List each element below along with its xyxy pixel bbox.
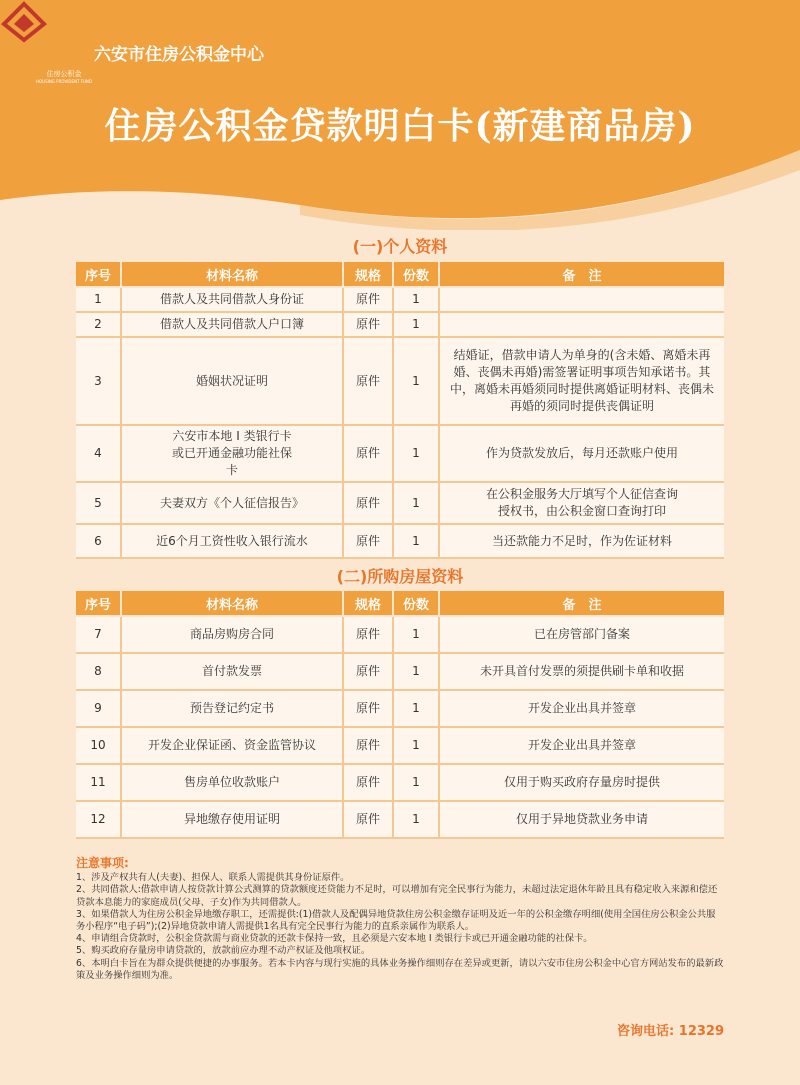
row-no: 11 xyxy=(76,765,122,802)
table-row xyxy=(76,765,724,802)
table-header-row xyxy=(76,262,724,288)
row-no: 5 xyxy=(76,483,122,525)
table-row xyxy=(76,313,724,338)
section-title-personal: (一)个人资料 xyxy=(352,237,448,256)
row-name: 开发企业保证函、资金监管协议 xyxy=(122,728,344,765)
row-count: 1 xyxy=(394,765,440,802)
header-banner xyxy=(0,0,800,230)
property-materials-table xyxy=(76,591,724,839)
row-note: 开发企业出具并签章 xyxy=(440,728,724,765)
row-spec: 原件 xyxy=(344,654,394,691)
row-note: 作为贷款发放后，每月还款账户使用 xyxy=(440,426,724,483)
hotline: 咨询电话: 12329 xyxy=(617,1024,724,1039)
page-title: 住房公积金贷款明白卡(新建商品房) xyxy=(104,105,696,147)
table-row xyxy=(76,525,724,559)
row-name: 近6个月工资性收入银行流水 xyxy=(122,525,344,559)
note-item: 4、申请组合贷款时，公积金贷款需与商业贷款的还款卡保持一致，且必须是六安本地 I 类银行卡或已开通金融功能的社保卡。 xyxy=(76,933,593,945)
row-note xyxy=(440,288,724,313)
row-note: 结婚证，借款申请人为单身的(含未婚、离婚未再婚、丧偶未再婚)需签署证明事项告知承诺书。其中，离婚未再婚须同时提供离婚证明材料、丧偶未再婚的须同时提供丧偶证明 xyxy=(440,338,724,426)
row-count: 1 xyxy=(394,313,440,338)
row-spec: 原件 xyxy=(344,525,394,559)
row-count: 1 xyxy=(394,483,440,525)
row-count: 1 xyxy=(394,728,440,765)
personal-materials-table xyxy=(76,262,724,559)
row-name: 夫妻双方《个人征信报告》 xyxy=(122,483,344,525)
header-no: 序号 xyxy=(76,591,122,617)
notes-title: 注意事项: xyxy=(76,856,129,870)
row-no: 8 xyxy=(76,654,122,691)
header-spec: 规格 xyxy=(344,591,394,617)
row-spec: 原件 xyxy=(344,802,394,839)
header-no: 序号 xyxy=(76,262,122,288)
note-item: 5、购买政府存量房申请贷款的，放款前应办理不动产权证及他项权证。 xyxy=(76,945,371,957)
row-note: 当还款能力不足时，作为佐证材料 xyxy=(440,525,724,559)
notes-section xyxy=(76,857,724,982)
table-row xyxy=(76,288,724,313)
row-note: 仅用于异地贷款业务申请 xyxy=(440,802,724,839)
row-note: 未开具首付发票的须提供刷卡单和收据 xyxy=(440,654,724,691)
row-note xyxy=(440,313,724,338)
row-spec: 原件 xyxy=(344,288,394,313)
header-spec: 规格 xyxy=(344,262,394,288)
table-row xyxy=(76,617,724,654)
table-row xyxy=(76,728,724,765)
row-spec: 原件 xyxy=(344,426,394,483)
row-spec: 原件 xyxy=(344,313,394,338)
note-item: 1、涉及产权共有人(夫妻)、担保人、联系人需提供其身份证原件。 xyxy=(76,872,350,884)
row-spec: 原件 xyxy=(344,617,394,654)
row-count: 1 xyxy=(394,288,440,313)
row-no: 9 xyxy=(76,691,122,728)
row-no: 2 xyxy=(76,313,122,338)
row-count: 1 xyxy=(394,802,440,839)
note-item: 6、本明白卡旨在为群众提供便捷的办事服务。若本卡内容与现行实施的具体业务操作细则存在差异或更新，请以六安市住房公积金中心官方网站发布的最新政策及业务操作细则为准。 xyxy=(76,957,724,981)
row-no: 6 xyxy=(76,525,122,559)
table-row xyxy=(76,338,724,426)
row-spec: 原件 xyxy=(344,338,394,426)
table-row xyxy=(76,654,724,691)
row-note: 在公积金服务大厅填写个人征信查询授权书，由公积金窗口查询打印 xyxy=(440,483,724,525)
housing-fund-logo-icon xyxy=(0,0,48,44)
header-count: 份数 xyxy=(394,591,440,617)
row-note: 仅用于购买政府存量房时提供 xyxy=(440,765,724,802)
header-note: 备 注 xyxy=(440,262,724,288)
table-row xyxy=(76,426,724,483)
table-row xyxy=(76,691,724,728)
row-no: 7 xyxy=(76,617,122,654)
header-note: 备 注 xyxy=(440,591,724,617)
header-name: 材料名称 xyxy=(122,262,344,288)
row-count: 1 xyxy=(394,338,440,426)
row-no: 10 xyxy=(76,728,122,765)
row-name: 借款人及共同借款人户口簿 xyxy=(122,313,344,338)
row-count: 1 xyxy=(394,617,440,654)
row-spec: 原件 xyxy=(344,691,394,728)
row-name: 售房单位收款账户 xyxy=(122,765,344,802)
note-item: 2、共同借款人:借款申请人按贷款计算公式测算的贷款额度还贷能力不足时，可以增加有完全民事行为能力，未超过法定退休年龄且具有稳定收入来源和偿还贷款本息能力的家庭成员(父母、子女)作为共同借款人。 xyxy=(76,884,718,908)
header-name: 材料名称 xyxy=(122,591,344,617)
logo-label: 住房公积金 HOUSING PROVIDENT FUND xyxy=(36,70,92,84)
note-item: 3、如果借款人为住房公积金异地缴存职工，还需提供:(1)借款人及配偶异地贷款住房公积金缴存证明及近一年的公积金缴存明细(使用全国住房公积金公共服务小程序“电子码”);(2)异地贷款申请人需提供1名具有完全民事行为能力的直系亲属作为联系人。 xyxy=(76,908,716,933)
row-spec: 原件 xyxy=(344,765,394,802)
row-spec: 原件 xyxy=(344,483,394,525)
row-count: 1 xyxy=(394,654,440,691)
row-name: 异地缴存使用证明 xyxy=(122,802,344,839)
row-note: 开发企业出具并签章 xyxy=(440,691,724,728)
table-header-row xyxy=(76,591,724,617)
row-count: 1 xyxy=(394,691,440,728)
row-name: 首付款发票 xyxy=(122,654,344,691)
row-name: 预告登记约定书 xyxy=(122,691,344,728)
header-count: 份数 xyxy=(394,262,440,288)
row-name: 婚姻状况证明 xyxy=(122,338,344,426)
row-no: 1 xyxy=(76,288,122,313)
row-count: 1 xyxy=(394,525,440,559)
row-no: 12 xyxy=(76,802,122,839)
row-spec: 原件 xyxy=(344,728,394,765)
row-note: 已在房管部门备案 xyxy=(440,617,724,654)
table-row xyxy=(76,802,724,839)
row-name: 借款人及共同借款人身份证 xyxy=(122,288,344,313)
row-name: 商品房购房合同 xyxy=(122,617,344,654)
row-no: 4 xyxy=(76,426,122,483)
center-name: 六安市住房公积金中心 xyxy=(94,45,264,65)
row-name: 六安市本地 I 类银行卡或已开通金融功能社保卡 xyxy=(122,426,344,483)
section-title-property: (二)所购房屋资料 xyxy=(336,567,464,586)
row-no: 3 xyxy=(76,338,122,426)
row-count: 1 xyxy=(394,426,440,483)
table-row xyxy=(76,483,724,525)
